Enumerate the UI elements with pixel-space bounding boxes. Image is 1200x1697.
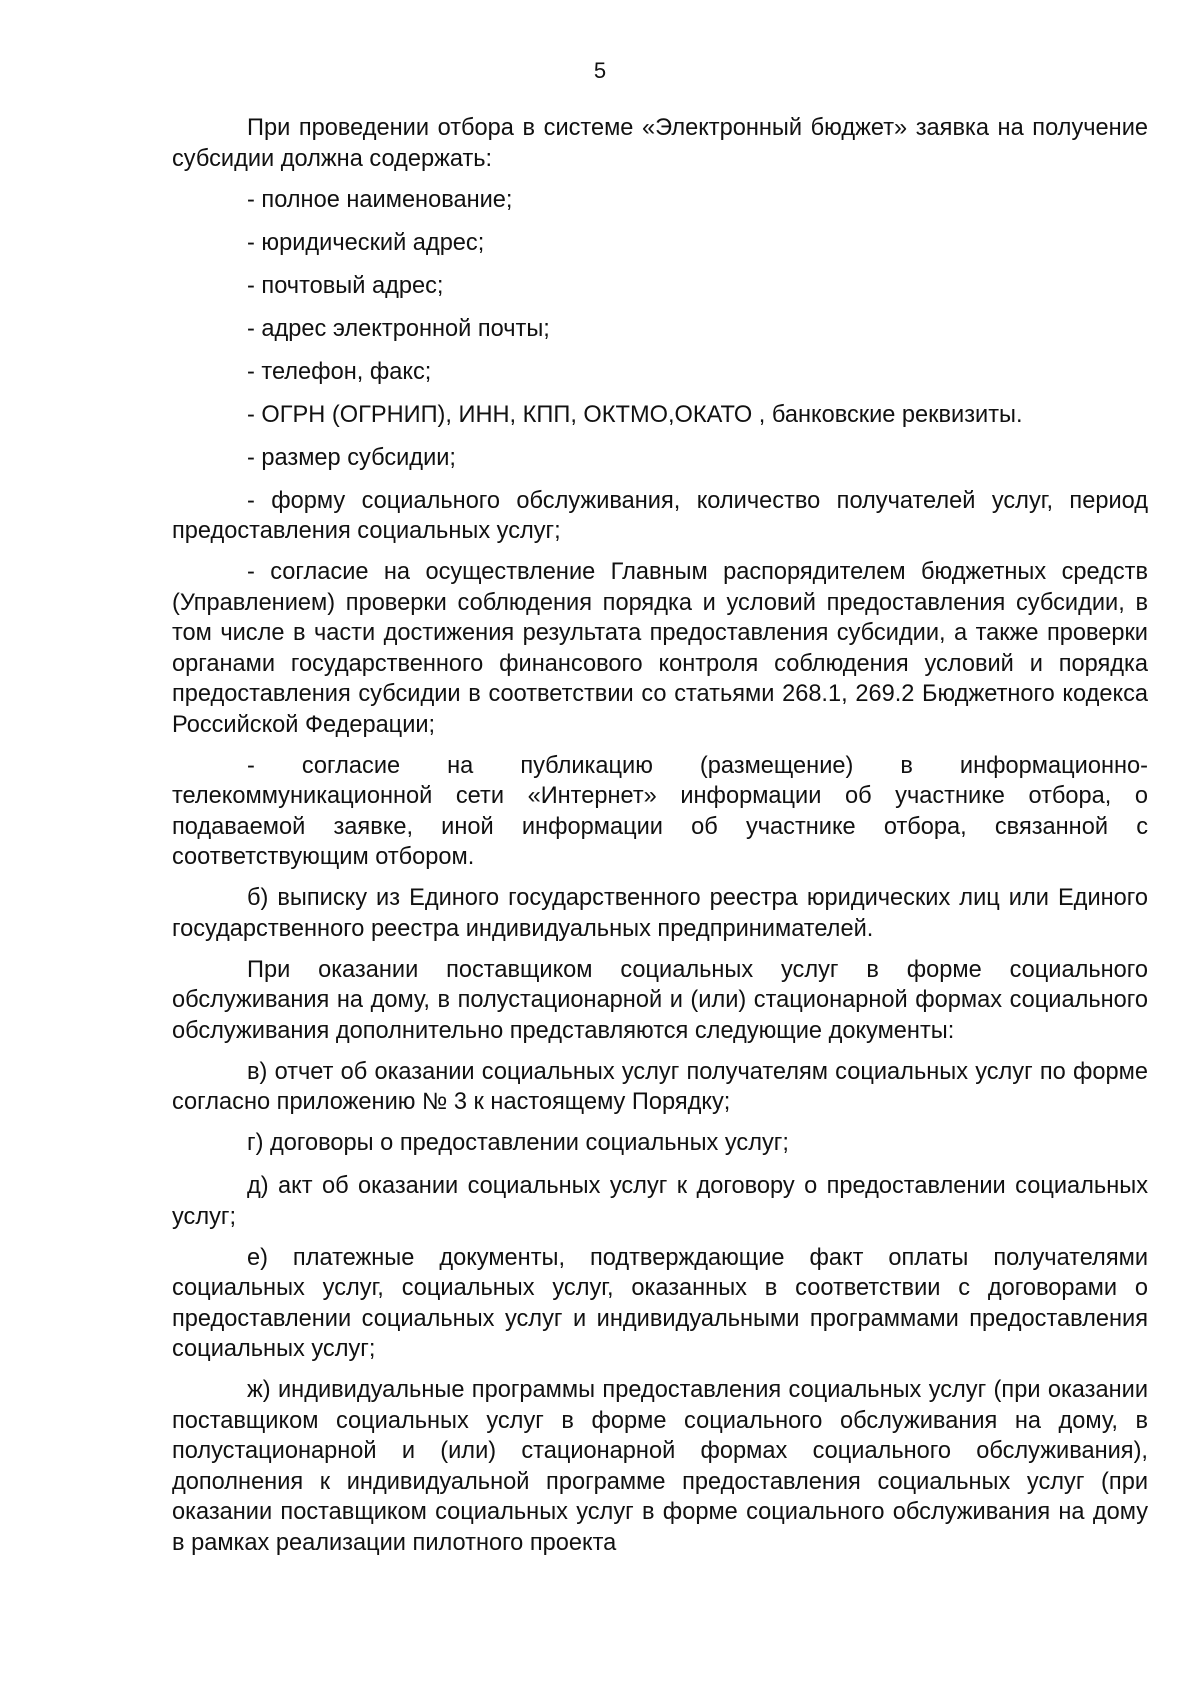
list-item-subsidy-amount: - размер субсидии; — [247, 444, 456, 471]
paragraph-e-payments: е) платежные документы, подтверждающие факт оплаты получателями социальных услуг, социальных услуг, оказанных в соответствии с договорами о предоставлении социальных услуг и индивидуальными программами предоставления социальных услуг; — [172, 1244, 1148, 1362]
list-item-phone-fax: - телефон, факс; — [247, 358, 432, 385]
list-item-email: - адрес электронной почты; — [247, 315, 550, 342]
paragraph-d-act: д) акт об оказании социальных услуг к договору о предоставлении социальных услуг; — [172, 1173, 1148, 1230]
list-item-consent-audit: - согласие на осуществление Главным распорядителем бюджетных средств (Управлением) проверки соблюдения порядка и условий предоставления субсидии, в том числе в части достижения результата предоставления субсидии, а также проверки органами государственного финансового контроля соблюдения условий и порядка предоставления субсидии в соответствии со статьями 268.1, 269.2 Бюджетного кодекса Российской Федерации; — [172, 559, 1148, 738]
page-number: 5 — [593, 58, 607, 83]
paragraph-zh-programs: ж) индивидуальные программы предоставления социальных услуг (при оказании поставщиком социальных услуг в форме социального обслуживания на дому, в полустационарной и (или) стационарной формах социального обслуживания), дополнения к индивидуальной программе предоставления социальных услуг (при оказании поставщиком социальных услуг в форме социального обслуживания на дому в рамках реализации пилотного проекта — [172, 1377, 1148, 1556]
list-item-consent-publication: - согласие на публикацию (размещение) в информационно-телекоммуникационной сети «Интернет» информации об участнике отбора, о подаваемой заявке, иной информации об участнике отбора, связанной с соответствующим отбором. — [172, 752, 1148, 870]
paragraph-b-extract: б) выписку из Единого государственного реестра юридических лиц или Единого государственного реестра индивидуальных предпринимателей. — [172, 885, 1148, 942]
list-item-requisites: - ОГРН (ОГРНИП), ИНН, КПП, ОКТМО,ОКАТО , банковские реквизиты. — [247, 401, 1023, 428]
paragraph-additional-docs: При оказании поставщиком социальных услуг в форме социального обслуживания на дому, в полустационарной и (или) стационарной формах социального обслуживания дополнительно представляются следующие документы: — [172, 956, 1148, 1044]
list-item-postal-address: - почтовый адрес; — [247, 272, 444, 299]
list-item-service-form: - форму социального обслуживания, количество получателей услуг, период предоставления социальных услуг; — [172, 487, 1148, 544]
document-body — [172, 113, 1148, 1569]
list-item-full-name: - полное наименование; — [247, 186, 513, 213]
paragraph-intro: При проведении отбора в системе «Электронный бюджет» заявка на получение субсидии должна содержать: — [172, 115, 1148, 172]
paragraph-g-contracts: г) договоры о предоставлении социальных услуг; — [247, 1130, 789, 1156]
list-item-legal-address: - юридический адрес; — [247, 229, 485, 256]
paragraph-v-report: в) отчет об оказании социальных услуг получателям социальных услуг по форме согласно приложению № 3 к настоящему Порядку; — [172, 1058, 1148, 1115]
